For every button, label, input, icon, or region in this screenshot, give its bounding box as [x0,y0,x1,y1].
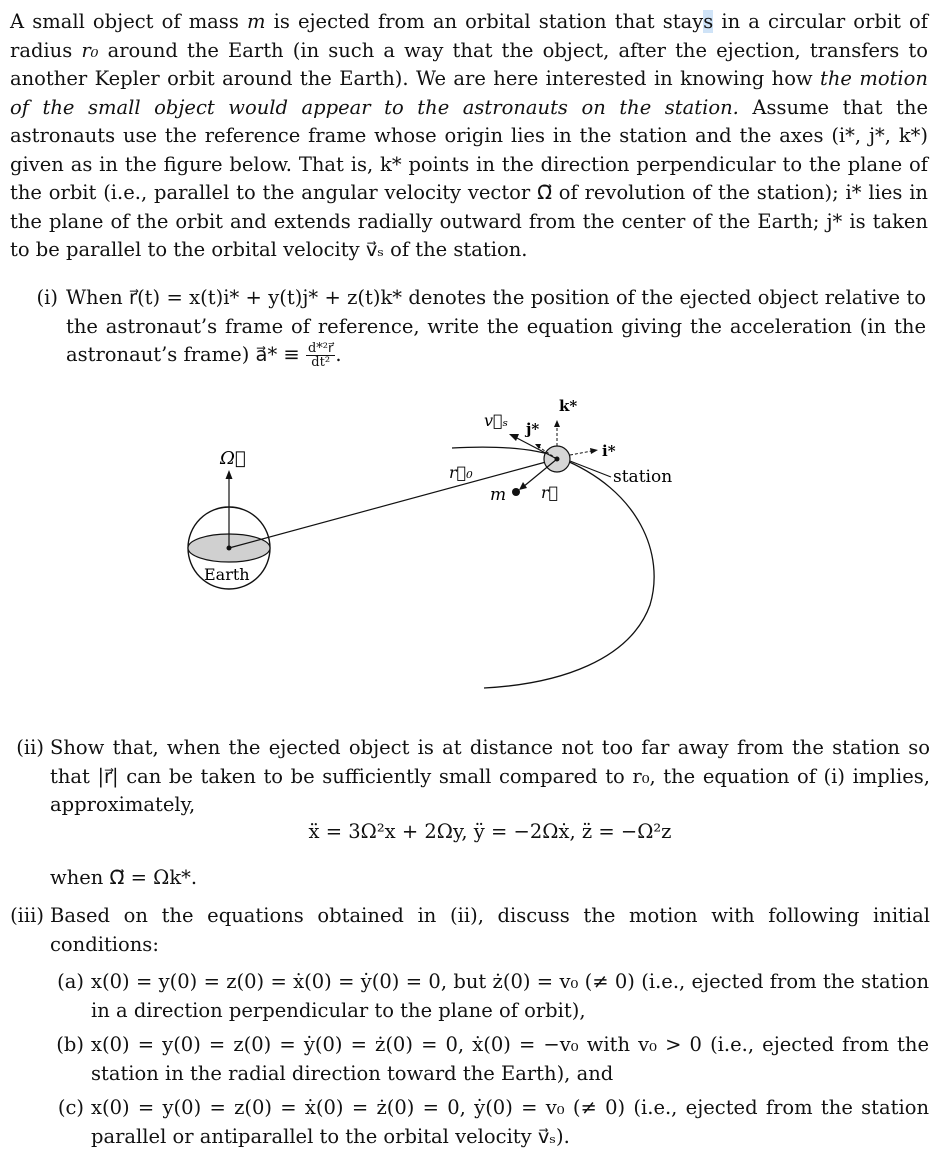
i-star-label: i* [602,442,616,460]
part-i-end: . [335,343,342,366]
accel-fraction [306,342,335,369]
fraction-denominator: dt² [311,355,331,370]
accel-symbol: a⃗* ≡ [255,343,300,366]
approx-equations: ẍ = 3Ω²x + 2Ωy, ÿ = −2Ωẋ, z̈ = −Ω²z [308,820,672,843]
r-vector-arrowhead [519,482,527,490]
part-iii-label: (iii) [10,904,44,927]
r0-line [229,459,557,548]
intro-text-4: around the Earth (in such a way that the object, after the ejection, transfers to another Kepler orbit around the Earth). We are here interested in knowing how [10,38,928,90]
i-star-arrowhead [590,448,598,454]
earth-label: Earth [204,565,250,584]
part-ii-text: Show that, when the ejected object is at distance not too far away from the station so that |r⃗| can be taken to be sufficiently small compared to r₀, the equation of (i) implies, approximately, [50,736,930,816]
mass-dot [512,488,520,496]
item-b-text: x(0) = y(0) = z(0) = ẏ(0) = ż(0) = 0, ẋ(0) = −v₀ with v₀ > 0 (i.e., ejected from the station in the radial direction toward the Earth), and [91,1033,929,1085]
item-b-label: (b) [56,1033,84,1056]
m-label: m [490,485,507,505]
item-c-text: x(0) = y(0) = z(0) = ẋ(0) = ż(0) = 0, ẏ(0) = v₀ (≠ 0) (i.e., ejected from the station parallel or antiparallel to the orbital velocity v⃗ₛ). [91,1096,929,1148]
intro-emphasis: the motion of the small object would appear to the astronauts on the station. [10,67,928,119]
intro-text-5: Assume that the astronauts use the reference frame whose origin lies in the station and the axes (i*, j*, k*) given as in the figure below. That is, k* points in the direction perpendicular to the plane of the orbit (i.e., parallel to the angular velocity vector Ω⃗ of revolution of the station); i* lies in the plane of the orbit and extends radially outward from the center of the Earth; j* is taken to be parallel to the orbital velocity v⃗ₛ of the station. [10,95,928,261]
omega-label: Ω⃗ [220,448,246,469]
intro-text-1: A small object of mass [10,10,239,33]
part-i-line: When r⃗(t) = x(t)i* + y(t)j* + z(t)k* denotes the position of the ejected object relative to the astronaut’s frame of reference, write the equation giving the acceleration (in the astronaut’s frame) [66,286,926,366]
item-c-label: (c) [57,1096,84,1119]
item-a-label: (a) [57,970,84,993]
k-star-arrowhead [554,420,560,427]
station-label: station [613,467,673,487]
vs-label: v⃗ₛ [484,411,509,430]
i-star-axis [570,451,592,455]
r-label: r⃗ [541,483,559,502]
part-ii-label: (ii) [16,736,44,759]
r0-label: r⃗₀ [449,463,473,482]
intro-text-3: in a circular orbit of radius [10,10,928,62]
item-a-text: x(0) = y(0) = z(0) = ẋ(0) = ẏ(0) = 0, but ż(0) = v₀ (≠ 0) (i.e., ejected from the station in a direction perpendicular to the plane of orbit), [91,970,929,1022]
j-star-label: j* [526,420,540,438]
part-i-text [66,284,926,370]
k-star-label: k* [559,397,578,415]
fraction-numerator: d*²r⃗ [307,341,334,356]
station-pointer [570,461,611,477]
vs-arrowhead [509,434,519,441]
part-iii-text: Based on the equations obtained in (ii), discuss the motion with following initial conditions: [50,904,930,956]
omega-arrowhead [226,470,233,479]
orbit-figure [0,390,940,700]
part-ii-when: when Ω⃗ = Ωk*. [50,866,198,889]
intro-text-2: is ejected from an orbital station that stay [273,10,704,33]
mass-symbol: m [246,10,266,33]
part-i-label: (i) [36,286,58,309]
highlighted-char: s [703,10,714,33]
r0-symbol: r₀ [81,38,99,62]
intro-paragraph [10,8,928,265]
